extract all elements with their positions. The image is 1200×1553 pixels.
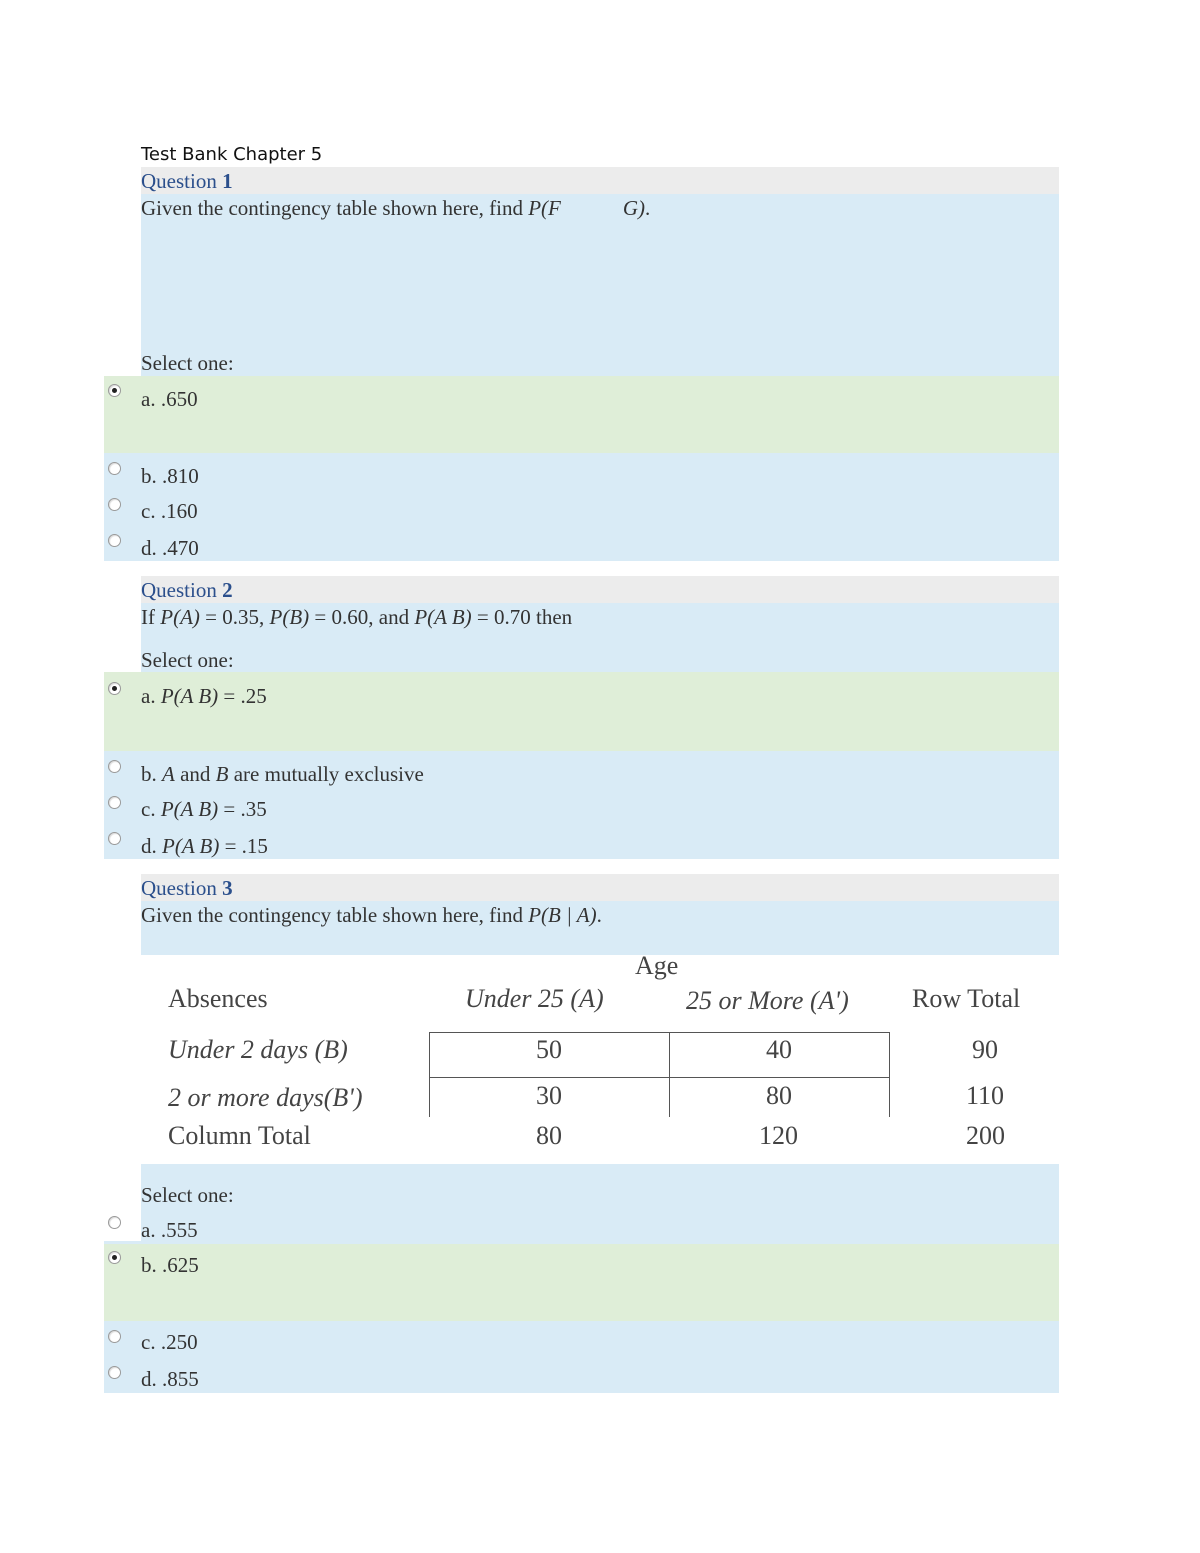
option-a-radio[interactable]	[108, 384, 121, 397]
option-a[interactable]: a. .650	[141, 387, 198, 411]
option-c-radio[interactable]	[108, 1330, 121, 1343]
options-area	[104, 453, 1059, 561]
option-a-radio[interactable]	[108, 682, 121, 695]
select-one-label: Select one:	[141, 648, 234, 672]
select-one-label: Select one:	[141, 351, 234, 375]
table-col-header: Under 25 (A)	[465, 984, 604, 1013]
table-rule	[429, 1032, 890, 1033]
option-d[interactable]: d. P(A B) = .15	[141, 834, 268, 858]
table-cell: 90	[972, 1035, 998, 1064]
contingency-table	[141, 951, 1057, 1164]
select-one-label: Select one:	[141, 1183, 234, 1207]
question-1-text: Given the contingency table shown here, find P(F G).	[141, 196, 651, 220]
option-b-radio[interactable]	[108, 462, 121, 475]
question-3-body	[141, 1164, 1059, 1244]
option-a-radio[interactable]	[108, 1216, 121, 1229]
option-c-radio[interactable]	[108, 498, 121, 511]
option-c-radio[interactable]	[108, 796, 121, 809]
option-a[interactable]: a. .555	[141, 1218, 198, 1242]
question-3-header	[141, 874, 1059, 901]
table-col-header: 25 or More (A')	[686, 986, 849, 1015]
table-group-header: Age	[635, 951, 679, 980]
option-d-radio[interactable]	[108, 832, 121, 845]
table-cell: 80	[536, 1121, 562, 1150]
option-b[interactable]: b. A and B are mutually exclusive	[141, 762, 424, 786]
question-label: Question	[141, 169, 217, 193]
option-c[interactable]: c. .160	[141, 499, 198, 523]
document-title: Test Bank Chapter 5	[141, 144, 323, 165]
options-area	[104, 1321, 1059, 1393]
option-d-radio[interactable]	[108, 1366, 121, 1379]
option-d-radio[interactable]	[108, 534, 121, 547]
table-col-header: Row Total	[912, 984, 1021, 1013]
option-b[interactable]: b. .625	[141, 1253, 199, 1277]
option-b-radio[interactable]	[108, 1251, 121, 1264]
question-label: Question	[141, 876, 217, 900]
table-cell: 40	[766, 1035, 792, 1064]
question-1-body	[141, 194, 1059, 376]
question-number: 1	[222, 169, 233, 193]
table-rule	[889, 1032, 890, 1117]
table-cell: 50	[536, 1035, 562, 1064]
table-row-label: 2 or more days(B')	[168, 1083, 363, 1112]
table-rule	[429, 1077, 890, 1078]
option-c[interactable]: c. .250	[141, 1330, 198, 1354]
question-2-header	[141, 576, 1059, 603]
question-2-text: If P(A) = 0.35, P(B) = 0.60, and P(A B) = 0.70 then	[141, 605, 573, 629]
option-d[interactable]: d. .470	[141, 536, 199, 560]
table-rule	[429, 1032, 430, 1117]
table-cell: 80	[766, 1081, 792, 1110]
table-row-label: Under 2 days (B)	[168, 1035, 348, 1064]
table-cell: 30	[536, 1081, 562, 1110]
question-label: Question	[141, 578, 217, 602]
option-d[interactable]: d. .855	[141, 1367, 199, 1391]
option-a[interactable]: a. P(A B) = .25	[141, 684, 267, 708]
table-cell: 200	[966, 1121, 1005, 1150]
table-rule	[669, 1032, 670, 1117]
option-b[interactable]: b. .810	[141, 464, 199, 488]
table-total-label: Column Total	[168, 1121, 311, 1150]
table-cell: 120	[759, 1121, 798, 1150]
question-3-text: Given the contingency table shown here, find P(B | A).	[141, 903, 602, 927]
option-selected-highlight	[104, 376, 1059, 453]
option-b-radio[interactable]	[108, 760, 121, 773]
table-corner-header: Absences	[168, 984, 268, 1013]
table-cell: 110	[966, 1081, 1005, 1110]
question-number: 2	[222, 578, 233, 602]
option-selected-highlight	[104, 1244, 1059, 1321]
question-1-header	[141, 167, 1059, 194]
option-c[interactable]: c. P(A B) = .35	[141, 797, 267, 821]
question-number: 3	[222, 876, 233, 900]
